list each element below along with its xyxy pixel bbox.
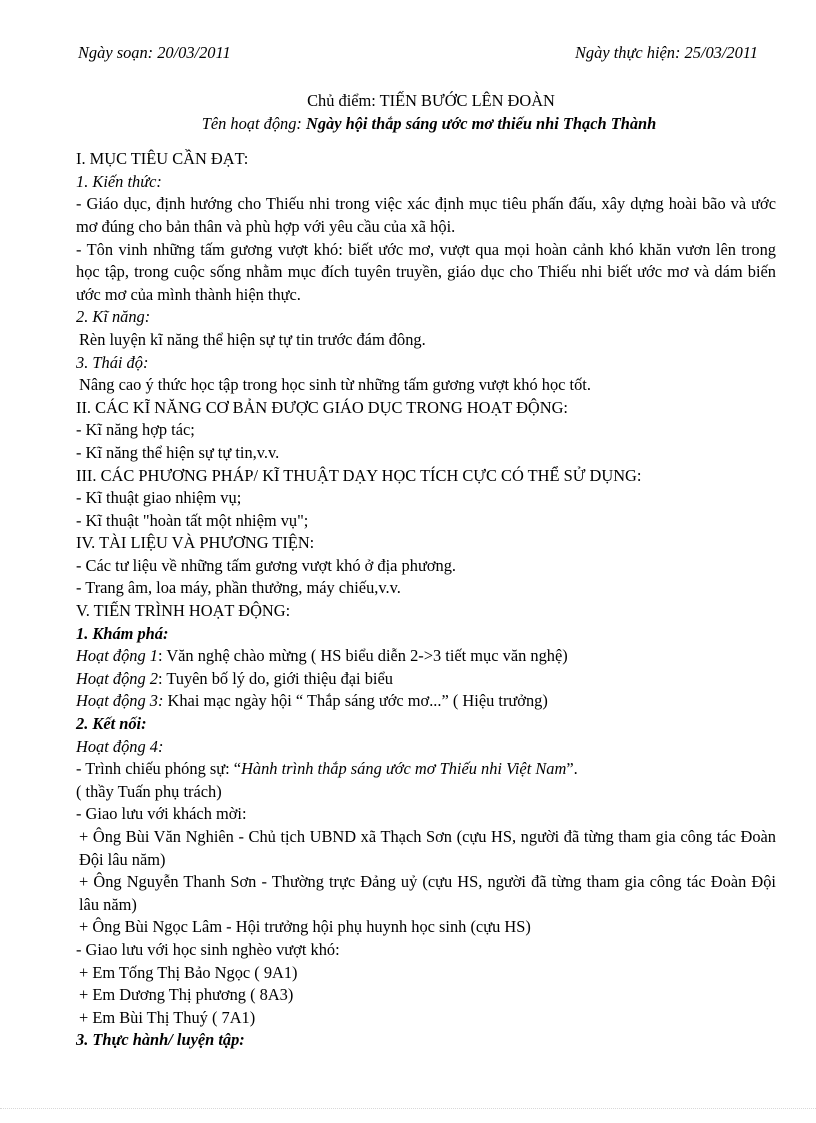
screening-line xyxy=(76,758,776,781)
knowledge-paragraph-2: - Tôn vinh những tấm gương vượt khó: biết ước mơ, vượt qua mọi hoàn cảnh khó khăn vươn lên trong học tập, trong cuộc sống nhằm mục đích tuyên truyền, giáo dục cho Thiếu nhi biết ước mơ và dám biến ước mơ của mình thành hiện thực. xyxy=(76,239,776,304)
connect-heading: 2. Kết nối: xyxy=(76,714,147,734)
screening-charge: ( thầy Tuấn phụ trách) xyxy=(76,781,222,801)
attitude-paragraph: Nâng cao ý thức học tập trong học sinh từ những tấm gương vượt khó học tốt. xyxy=(79,375,591,395)
activity-3-label: Hoạt động 3: xyxy=(76,691,164,711)
activity-title-label: Tên hoạt động: xyxy=(201,113,302,133)
section-4-heading: IV. TÀI LIỆU VÀ PHƯƠNG TIỆN: xyxy=(76,533,315,553)
explore-heading: 1. Khám phá: xyxy=(76,623,169,643)
activity-title-name: Ngày hội thắp sáng ước mơ thiếu nhi Thạch Thành xyxy=(305,113,657,133)
section-3-heading: III. CÁC PHƯƠNG PHÁP/ KĨ THUẬT DẠY HỌC TÍCH CỰC CÓ THỂ SỬ DỤNG: xyxy=(76,465,642,485)
guest-item: + Ông Nguyễn Thanh Sơn - Thường trực Đảng uỷ (cựu HS, người đã từng tham gia công tác Đoàn Đội lâu năm) xyxy=(79,872,776,914)
list-item: - Kĩ năng thể hiện sự tự tin,v.v. xyxy=(76,442,280,462)
activity-2-label: Hoạt động 2 xyxy=(76,668,158,688)
activity-4-label: Hoạt động 4: xyxy=(76,736,164,756)
attitude-heading: 3. Thái độ: xyxy=(76,352,149,372)
activity-title xyxy=(82,113,776,136)
guest-item: + Ông Bùi Văn Nghiên - Chủ tịch UBND xã Thạch Sơn (cựu HS, người đã từng tham gia công tác Đoàn Đội lâu năm) xyxy=(79,827,776,869)
screening-prefix: - Trình chiếu phóng sự: “ xyxy=(76,759,242,779)
knowledge-paragraph-1: - Giáo dục, định hướng cho Thiếu nhi trong việc xác định mục tiêu phấn đấu, xây dựng hoài bão và ước mơ đúng cho bản thân và phù hợp với yêu cầu của xã hội. xyxy=(76,194,776,236)
activity-1 xyxy=(76,645,776,668)
skills-paragraph: Rèn luyện kĩ năng thể hiện sự tự tin trước đám đông. xyxy=(79,329,426,349)
guest-item: + Ông Bùi Ngọc Lâm - Hội trưởng hội phụ huynh học sinh (cựu HS) xyxy=(79,917,531,937)
skills-heading: 2. Kĩ năng: xyxy=(76,307,151,327)
section-2-heading: II. CÁC KĨ NĂNG CƠ BẢN ĐƯỢC GIÁO DỤC TRONG HOẠT ĐỘNG: xyxy=(76,397,568,417)
student-item: + Em Bùi Thị Thuý ( 7A1) xyxy=(79,1007,256,1027)
guests-heading: - Giao lưu với khách mời: xyxy=(76,804,247,824)
activity-2-text: : Tuyên bố lý do, giới thiệu đại biểu xyxy=(157,668,393,688)
practice-heading: 3. Thực hành/ luyện tập: xyxy=(76,1030,245,1050)
list-item: - Trang âm, loa máy, phần thưởng, máy chiếu,v.v. xyxy=(76,578,401,598)
screening-suffix: ”. xyxy=(566,759,578,779)
screening-title: Hành trình thắp sáng ước mơ Thiếu nhi Việt Nam xyxy=(241,759,567,779)
activity-3 xyxy=(76,690,776,713)
list-item: - Kĩ thuật giao nhiệm vụ; xyxy=(76,488,242,508)
section-1-heading: I. MỤC TIÊU CẦN ĐẠT: xyxy=(76,149,249,169)
date-executed: Ngày thực hiện: 25/03/2011 xyxy=(575,43,758,62)
document-body xyxy=(76,90,776,1052)
activity-2 xyxy=(76,668,776,691)
activity-1-label: Hoạt động 1 xyxy=(76,646,158,666)
student-item: + Em Dương Thị phương ( 8A3) xyxy=(79,985,294,1005)
students-heading: - Giao lưu với học sinh nghèo vượt khó: xyxy=(76,939,340,959)
activity-3-text: Khai mạc ngày hội “ Thắp sáng ước mơ...” ( Hiệu trưởng) xyxy=(163,691,548,711)
theme-title: Chủ điểm: TIẾN BƯỚC LÊN ĐOÀN xyxy=(307,91,555,110)
student-item: + Em Tống Thị Bảo Ngọc ( 9A1) xyxy=(79,962,298,982)
page-bottom-divider xyxy=(0,1108,816,1109)
list-item: - Các tư liệu về những tấm gương vượt khó ở địa phương. xyxy=(76,555,456,575)
list-item: - Kĩ thuật "hoàn tất một nhiệm vụ"; xyxy=(76,510,309,530)
section-5-heading: V. TIẾN TRÌNH HOẠT ĐỘNG: xyxy=(76,601,291,621)
activity-1-text: : Văn nghệ chào mừng ( HS biểu diễn 2->3 tiết mục văn nghệ) xyxy=(157,646,568,666)
date-prepared: Ngày soạn: 20/03/2011 xyxy=(78,43,231,62)
knowledge-heading: 1. Kiến thức: xyxy=(76,171,162,191)
list-item: - Kĩ năng hợp tác; xyxy=(76,420,195,440)
